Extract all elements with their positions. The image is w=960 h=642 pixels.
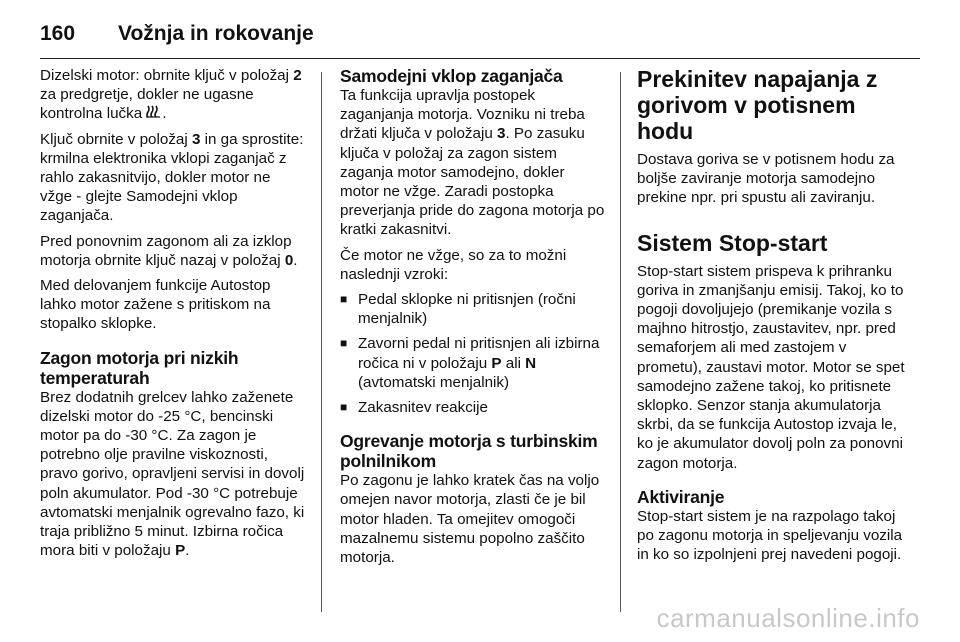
list-item: ■ Zavorni pedal ni pritisnjen ali izbirna ročica ni v položaju P ali N (avtomatski menjalnik) xyxy=(340,335,600,391)
bullet-icon: ■ xyxy=(340,400,348,415)
heading-stop-start: Sistem Stop-start xyxy=(637,229,828,256)
paragraph-turbo-warmup: Po zagonu je lahko kratek čas na voljo omejen navor motorja, zlasti če je bil motor hladen. Ta omejitev omogoči mazalnemu sistemu popolno zaščito motorja. xyxy=(340,472,600,567)
heading-turbo-warmup: Ogrevanje motorja s turbinskim polnilnikom xyxy=(340,431,598,472)
paragraph-cold-start: Brez dodatnih grelcev lahko zaženete dizelski motor do -25 °C, bencinski motor pa do -30 °C. Za zagon je potrebno olje pravilne viskoznosti, pravo gorivo, opravljeni servisi in dovolj poln akumulator. Pod -30 °C potrebuje avtomatski menjalnik ogrevalno fazo, ki traja približno 5 minut. Izbirna ročica mora biti v položaju P. xyxy=(40,388,305,560)
page-title: Vožnja in rokovanje xyxy=(118,22,314,45)
column-3 xyxy=(637,66,907,570)
header-rule xyxy=(40,58,920,59)
watermark: carmanualsonline.info xyxy=(656,603,920,633)
paragraph-causes-intro: Če motor ne vžge, so za to možni naslednji vzroki: xyxy=(340,246,567,283)
causes-list xyxy=(340,290,605,417)
paragraph-stop-start: Stop-start sistem prispeva k prihranku goriva in zmanjšanju emisij. Takoj, ko to pogoji dovoljujejo (premikanje vozila s majhno hitrostjo, zaustavitev, npr. pred semaforjem ali med zastojem v prometu), zaustavi motor. Motor se spet samodejno zažene takoj, ko pritisnete sklopko. Senzor stanja akumulatorja skrbi, da se funkcija Autostop izvaja le, ko je akumulator dovolj poln za ponovni zagon motorja. xyxy=(637,262,905,472)
page-number: 160 xyxy=(40,22,76,45)
heading-cold-start: Zagon motorja pri nizkih temperaturah xyxy=(40,347,239,388)
paragraph-activation: Stop-start sistem je na razpolago takoj po zagonu motorja in speljevanju vozila in ko so izpolnjeni prej navedeni pogoji. xyxy=(637,507,903,564)
heading-activation: Aktiviranje xyxy=(637,486,725,507)
page-header xyxy=(40,14,314,54)
bullet-icon: ■ xyxy=(340,292,348,307)
glow-plug-icon xyxy=(146,104,162,123)
paragraph-autostop: Med delovanjem funkcije Autostop lahko motor zažene s pritiskom na stopalko sklopke. xyxy=(40,277,271,333)
column-2 xyxy=(340,66,605,573)
paragraph-diesel-preheat: Dizelski motor: obrnite ključ v položaj 2 za predgretje, dokler ne ugasne kontrolna lučka . xyxy=(40,67,302,123)
list-item: ■ Zakasnitev reakcije xyxy=(340,399,488,417)
column-1 xyxy=(40,66,305,566)
column-divider-1 xyxy=(321,72,322,612)
bullet-icon: ■ xyxy=(340,336,348,351)
paragraph-key-position-3: Ključ obrnite v položaj 3 in ga sprostite: krmilna elektronika vklopi zaganjač z rahlo zakasnitvijo, dokler motor ne vžge - glejte Samodejni vklop zaganjača. xyxy=(40,130,304,225)
column-divider-2 xyxy=(620,72,621,612)
list-item: ■ Pedal sklopke ni pritisnjen (ročni menjalnik) xyxy=(340,291,576,328)
paragraph-fuel-cutoff: Dostava goriva se v potisnem hodu za boljše zaviranje motorja samodejno prekine npr. pri spustu ali zaviranju. xyxy=(637,151,895,207)
heading-auto-starter: Samodejni vklop zaganjača xyxy=(340,66,563,86)
paragraph-auto-starter: Ta funkcija upravlja postopek zaganjanja motorja. Vozniku ni treba držati ključa v položaju 3. Po zasuku ključa v položaj za zagon sistem zaganja motor samodejno, dokler motor ne vžge. Zaradi postopka preverjanja pride do zagona motorja po kratki zakasnitvi. xyxy=(340,87,605,239)
heading-fuel-cutoff: Prekinitev napajanja z gorivom v potisnem hodu xyxy=(637,66,878,144)
paragraph-restart: Pred ponovnim zagonom ali za izklop motorja obrnite ključ nazaj v položaj 0. xyxy=(40,232,298,269)
